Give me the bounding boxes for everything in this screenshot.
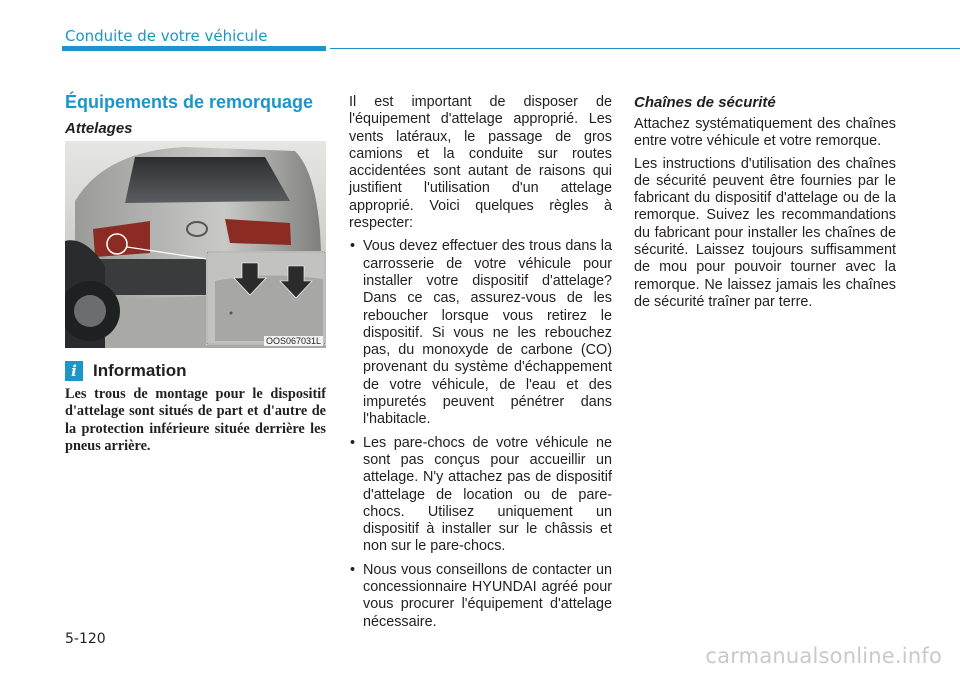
page-number: 5-120 bbox=[65, 631, 106, 647]
figure-code: OOS067031L bbox=[265, 336, 321, 346]
info-icon: i bbox=[65, 361, 83, 381]
subsection-title-attelages: Attelages bbox=[65, 120, 133, 137]
intro-paragraph: Il est important de disposer de l'équipement d'attelage approprié. Les vents latéraux, le passage de gros camions et la conduite sur routes accidentées sont autant de raisons qui justifient l'utilisation d'un attelage approprié. Voici quelques règles à respecter: bbox=[349, 94, 612, 232]
watermark: carmanualsonline.info bbox=[705, 644, 942, 668]
chapter-title: Conduite de votre véhicule bbox=[65, 27, 268, 45]
header-rule-thick bbox=[62, 46, 326, 51]
information-text: Les trous de montage pour le dispositif d'attelage sont situés de part et d'autre de la protection inférieure située derrière les pneus arrière. bbox=[65, 386, 326, 455]
paragraph: Les instructions d'utilisation des chaînes de sécurité peuvent être fournies par le fabricant du dispositif d'attelage ou de la remorque. Suivez les recommandations du fabricant pour installer les chaînes de sécurité. Laissez toujours suffisamment de mou pour pouvoir tourner avec la remorque. Ne laissez jamais les chaînes de sécurité traîner par terre. bbox=[634, 155, 896, 310]
paragraph: Attachez systématiquement des chaînes entre votre véhicule et votre remorque. bbox=[634, 116, 896, 150]
list-item: • Nous vous conseillons de contacter un concessionnaire HYUNDAI agréé pour vous procurer l'équipement d'attelage nécessaire. bbox=[349, 562, 612, 631]
list-item: • Vous devez effectuer des trous dans la carrosserie de votre véhicule pour installer votre dispositif d'attelage? Dans ce cas, assurez-vous de les reboucher lorsque vous retirez le dispositif. Si vous ne les rebouchez pas, du monoxyde de carbone (CO) provenant du système d'échappement de votre véhicule, de l'eau et des impuretés peuvent pénétrer dans l'habitacle. bbox=[349, 238, 612, 428]
header-rule-thin bbox=[330, 48, 960, 49]
middle-column bbox=[349, 94, 612, 637]
section-title: Équipements de remorquage bbox=[65, 92, 314, 112]
car-rear-illustration bbox=[65, 141, 326, 348]
list-item: • Les pare-chocs de votre véhicule ne sont pas conçus pour accueillir un attelage. N'y attachez pas de dispositif d'attelage de location ou de pare-chocs. Utilisez uniquement un dispositif à installer sur le châssis et non sur le pare-chocs. bbox=[349, 435, 612, 556]
rules-list bbox=[349, 238, 612, 631]
right-column bbox=[634, 94, 896, 316]
subsection-title-chaines: Chaînes de sécurité bbox=[634, 94, 776, 111]
figure-car-rear bbox=[65, 141, 326, 348]
information-label: Information bbox=[93, 361, 187, 380]
